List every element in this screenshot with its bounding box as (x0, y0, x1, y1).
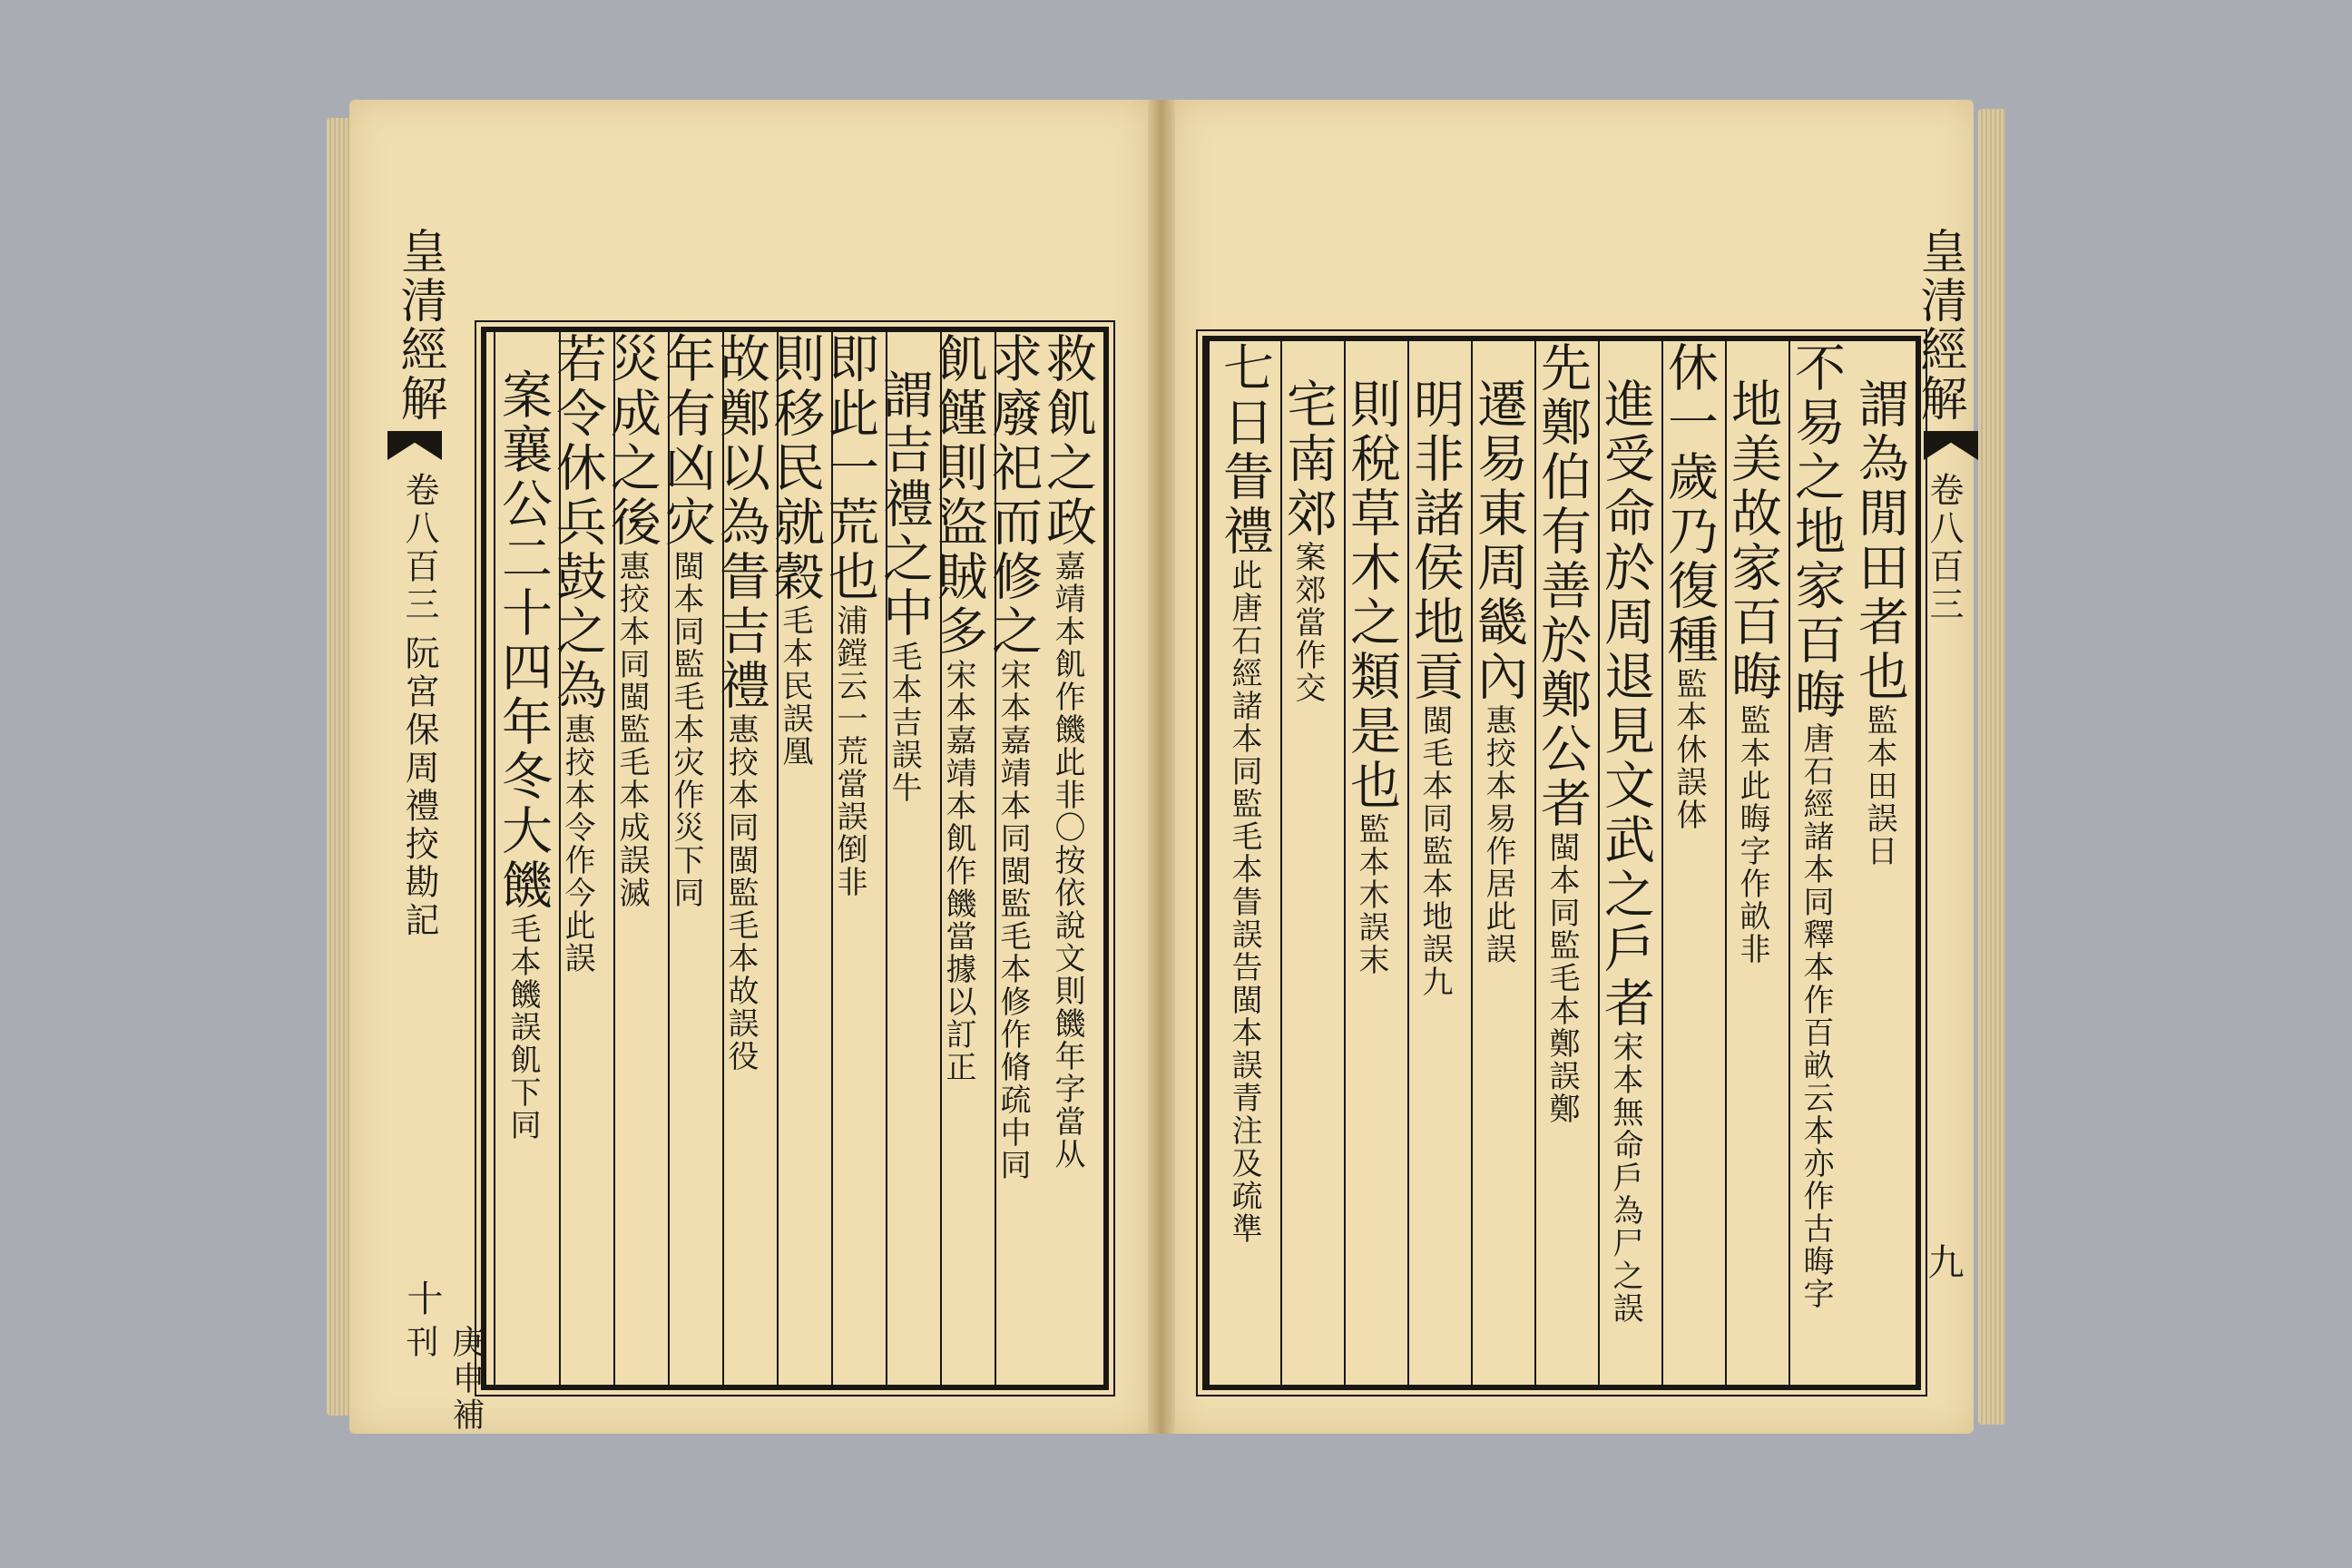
main-text: 則稅草木之類是也 (1342, 377, 1401, 813)
fish-tail-mark (387, 431, 442, 460)
main-text: 飢饉則盜賊多 (929, 332, 988, 659)
annotation-text: 宋本嘉靖本飢作饑當據以訂正 (940, 659, 976, 1083)
main-text: 救飢之政 (1038, 332, 1097, 550)
column (548, 332, 613, 1385)
annotation-text: 宋本嘉靖本同閩監毛本修作脩疏中同 (995, 659, 1031, 1181)
book-title: 阮宮保周禮挍勘記 (399, 635, 439, 940)
column (603, 332, 668, 1385)
annotation-text: 監本休誤体 (1671, 668, 1707, 831)
annotation-text: 監本田誤日 (1861, 704, 1897, 867)
folio-number: 十 (401, 1279, 443, 1319)
main-text: 謂為閒田者也 (1850, 377, 1909, 704)
column (820, 332, 886, 1385)
annotation-text: 惠挍本易作居此誤 (1480, 704, 1516, 965)
column (875, 332, 940, 1385)
main-text: 宅南郊 (1279, 377, 1338, 541)
column (1208, 341, 1280, 1385)
column (1850, 341, 1916, 1385)
column (984, 332, 1049, 1385)
fish-tail-mark-right (1924, 431, 1978, 460)
main-text: 進受命於周退見文武之戶者 (1596, 377, 1655, 1031)
column (494, 332, 559, 1385)
printing-note: 庚申補刊 (401, 1325, 485, 1434)
annotation-text: 惠挍本令作今此誤 (559, 713, 595, 975)
column (1598, 341, 1661, 1385)
main-text: 若令休兵鼓之為 (548, 332, 607, 713)
main-text: 先鄭伯有善於鄭公者 (1533, 341, 1592, 831)
book-spread (327, 91, 2005, 1470)
main-text: 故鄭以為眚吉禮 (711, 332, 770, 713)
annotation-text: 毛本饑誤飢下同 (505, 913, 541, 1142)
juan-number-right: 卷八百三 (1924, 472, 1964, 624)
right-text-frame (1202, 336, 1921, 1390)
annotation-text: 監本木誤末 (1353, 813, 1389, 976)
column (929, 332, 995, 1385)
annotation-text: 毛本民誤凰 (777, 604, 813, 768)
main-text: 年有凶灾 (657, 332, 716, 550)
main-text: 明非諸侯地貢 (1406, 377, 1465, 704)
annotation-text: 惠挍本同閩監毛本成誤滅 (613, 550, 650, 909)
margin-title-right: 皇清經解 (1912, 227, 1966, 423)
annotation-text: 閩本同監毛本灾作災下同 (668, 550, 704, 909)
column (711, 332, 777, 1385)
column (1471, 341, 1534, 1385)
main-text: 即此一荒也 (820, 332, 879, 604)
annotation-text: 唐石經諸本同釋本作百畝云本亦作古晦字 (1798, 722, 1834, 1310)
annotation-text: 案郊當作交 (1289, 541, 1326, 704)
column (1788, 341, 1852, 1385)
column (766, 332, 831, 1385)
annotation-text: 閩毛本同監本地誤九 (1416, 704, 1453, 998)
folio-number-right: 九 (1922, 1243, 1964, 1283)
annotation-text: 浦鏜云一荒當誤倒非 (831, 604, 867, 898)
annotation-text: 毛本吉誤牛 (886, 641, 922, 804)
main-text: 休一歲乃復種 (1660, 341, 1719, 668)
right-page (1175, 100, 1974, 1434)
main-text: 案襄公二十四年冬大饑 (494, 368, 553, 913)
juan-number: 卷八百三 (399, 472, 439, 624)
page-stack-right (1978, 109, 2005, 1425)
column (1534, 341, 1598, 1385)
column (1407, 341, 1471, 1385)
column (1344, 341, 1407, 1385)
main-text: 遷易東周畿內 (1469, 377, 1528, 704)
column (657, 332, 722, 1385)
left-text-frame (481, 327, 1109, 1390)
column (1038, 332, 1103, 1385)
margin-title: 皇清經解 (392, 227, 446, 423)
annotation-text: 嘉靖本飢作饑此非〇按依說文則饑年字當从 (1049, 550, 1085, 1171)
main-text: 地美故家百晦 (1723, 377, 1782, 704)
annotation-text: 宋本無命戶為尸之誤 (1607, 1031, 1643, 1325)
main-text: 不易之地家百晦 (1787, 341, 1846, 722)
book-gutter (1148, 100, 1175, 1434)
main-text: 謂吉禮之中 (875, 368, 934, 641)
annotation-text: 此唐石經諸本同監毛本眚誤告閩本誤青注及疏準 (1226, 559, 1262, 1245)
main-text: 災成之後 (603, 332, 662, 550)
main-text: 則移民就穀 (766, 332, 825, 604)
column (1725, 341, 1788, 1385)
annotation-text: 閩本同監毛本鄭誤鄭 (1544, 831, 1580, 1125)
main-text: 求廢祀而修之 (984, 332, 1043, 659)
main-text: 七日眚禮 (1215, 341, 1274, 559)
annotation-text: 監本此晦字作畝非 (1734, 704, 1770, 965)
column (1661, 341, 1725, 1385)
left-page (349, 100, 1148, 1434)
annotation-text: 惠挍本同閩監毛本故誤役 (722, 713, 759, 1073)
column (1280, 341, 1344, 1385)
